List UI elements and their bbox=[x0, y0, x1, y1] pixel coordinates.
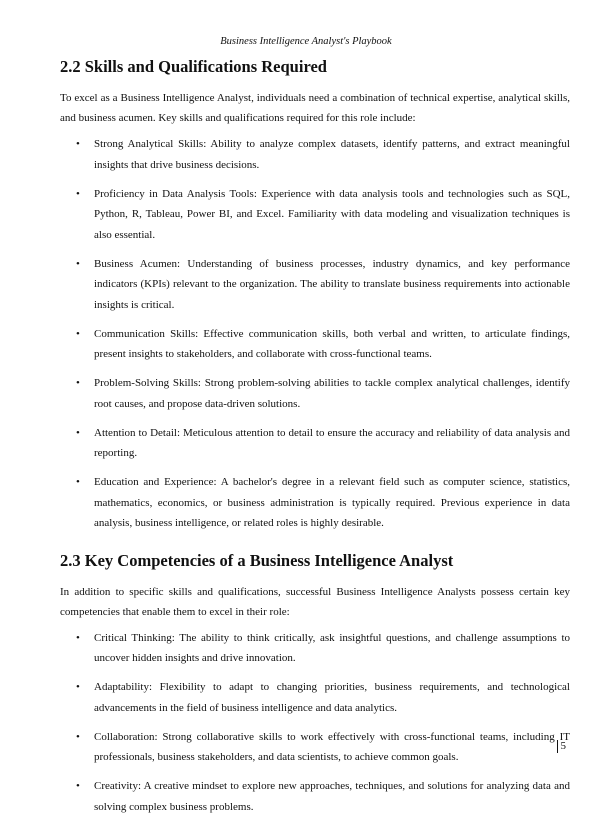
list-item bbox=[60, 373, 570, 414]
bullet-icon: • bbox=[76, 426, 80, 439]
competencies-list bbox=[60, 628, 570, 818]
list-item-text: Adaptability: Flexibility to adapt to changing priorities, business requirements, and technological advancements in the field of business intelligence and data analytics. bbox=[94, 681, 570, 714]
list-item-text: Problem-Solving Skills: Strong problem-solving abilities to tackle complex analytical challenges, identify root causes, and propose data-driven solutions. bbox=[94, 377, 570, 410]
list-item-text: Creativity: A creative mindset to explore new approaches, techniques, and solutions for analyzing data and solving complex business problems. bbox=[94, 780, 570, 813]
bullet-icon: • bbox=[76, 187, 80, 200]
section-intro-2-3: In addition to specific skills and qualifications, successful Business Intelligence Analysts possess certain key competencies that enable them to excel in their role: bbox=[60, 585, 570, 618]
bullet-icon: • bbox=[76, 681, 80, 693]
section-heading-2-2: 2.2 Skills and Qualifications Required bbox=[60, 57, 327, 76]
list-item-text: Attention to Detail: Meticulous attention to detail to ensure the accuracy and reliability of data analysis and reporting. bbox=[94, 426, 570, 459]
section-intro-2-2: To excel as a Business Intelligence Analyst, individuals need a combination of technical expertise, analytical skills, and business acumen. Key skills and qualifications required for this role include: bbox=[60, 92, 570, 124]
bullet-icon: • bbox=[76, 780, 80, 792]
list-item-text: Strong Analytical Skills: Ability to analyze complex datasets, identify patterns, and extract meaningful insights that drive business decisions. bbox=[94, 138, 570, 171]
list-item-text: Education and Experience: A bachelor's degree in a relevant field such as computer science, statistics, mathematics, economics, or business administration is typically required. Previous experience in data analysis, business intelligence, or related roles is highly desirable. bbox=[94, 476, 570, 529]
bullet-icon: • bbox=[76, 730, 80, 743]
list-item-text: Communication Skills: Effective communication skills, both verbal and written, to articulate findings, present insights to stakeholders, and collaborate with cross-functional teams. bbox=[94, 327, 570, 360]
bullet-icon: • bbox=[76, 257, 80, 270]
skills-list bbox=[60, 134, 570, 534]
list-item bbox=[60, 776, 570, 817]
bullet-icon: • bbox=[76, 327, 80, 340]
list-item bbox=[60, 677, 570, 718]
list-item-text: Collaboration: Strong collaborative skills to work effectively with cross-functional teams, including IT professionals, business stakeholders, and data scientists, to achieve common goals. bbox=[94, 730, 570, 763]
bullet-icon: • bbox=[76, 631, 80, 644]
page-content bbox=[60, 56, 570, 826]
list-item bbox=[60, 727, 570, 768]
list-item bbox=[60, 254, 570, 316]
bullet-icon: • bbox=[76, 138, 80, 150]
section-heading-2-3: 2.3 Key Competencies of a Business Intelligence Analyst bbox=[60, 550, 454, 570]
bullet-icon: • bbox=[76, 377, 80, 389]
list-item-text: Critical Thinking: The ability to think critically, ask insightful questions, and challenge assumptions to uncover hidden insights and drive innovation. bbox=[94, 631, 570, 664]
list-item bbox=[60, 324, 570, 365]
list-item-text: Business Acumen: Understanding of business processes, industry dynamics, and key performance indicators (KPIs) relevant to the organization. The ability to translate business requirements into actionable insights is critical. bbox=[94, 257, 570, 311]
running-header: Business Intelligence Analyst's Playbook bbox=[220, 36, 392, 47]
list-item bbox=[60, 472, 570, 534]
list-item-text: Proficiency in Data Analysis Tools: Experience with data analysis tools and technologies such as SQL, Python, R, Tableau, Power BI, and Excel. Familiarity with data modeling and visualization techniques is also essential. bbox=[94, 187, 570, 241]
bullet-icon: • bbox=[76, 476, 80, 488]
list-item bbox=[60, 423, 570, 464]
list-item bbox=[60, 184, 570, 246]
page-number: 5 bbox=[557, 740, 567, 753]
list-item bbox=[60, 628, 570, 669]
list-item bbox=[60, 134, 570, 175]
